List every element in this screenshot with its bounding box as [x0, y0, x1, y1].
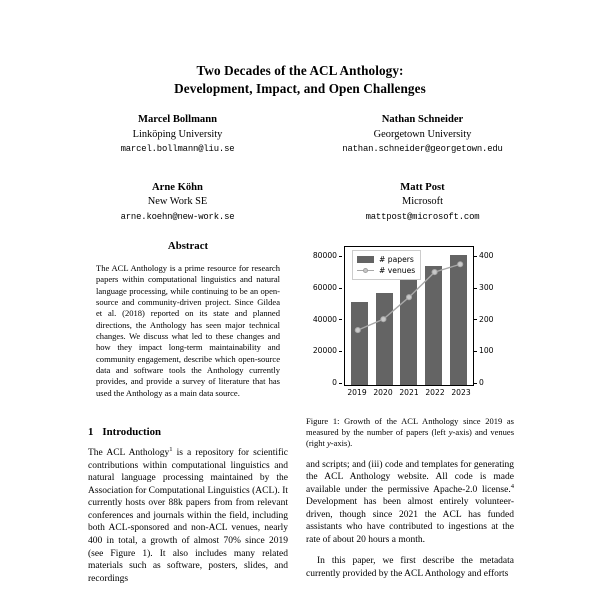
- y-tick-label: 40000: [312, 314, 337, 324]
- section-heading-introduction: [88, 426, 288, 438]
- author-affiliation: Georgetown University: [373, 128, 472, 140]
- right-next-text: In this paper, we first describe the metadata currently provided by the ACL Anthology and efforts: [306, 556, 514, 579]
- legend-entry-papers: [357, 254, 415, 265]
- legend-entry-venues: [357, 265, 415, 276]
- right-column-paragraph-continued: [306, 459, 514, 547]
- abstract-section: [88, 240, 288, 399]
- title-block: [60, 62, 540, 98]
- chart-legend: [352, 250, 421, 280]
- footnote-marker-4[interactable]: 4: [510, 482, 514, 490]
- author-affiliation: New Work SE: [147, 196, 208, 207]
- author-row: [55, 181, 545, 225]
- figure-caption-axis-left: y: [448, 427, 453, 438]
- venues-point-2020: [381, 317, 386, 322]
- right-column: [306, 240, 514, 581]
- y-tick-label: 60000: [312, 282, 337, 292]
- section-number: 1: [88, 426, 94, 439]
- figure-1: [306, 240, 514, 450]
- figure-caption-mid: -axis) and venues (right: [306, 427, 514, 449]
- author-name: Nathan Schneider: [381, 114, 464, 125]
- author-email: arne.koehn@new-work.se: [120, 211, 235, 222]
- left-column: [88, 240, 288, 585]
- y-tick-label: 0: [332, 378, 337, 388]
- figure-caption: [306, 416, 514, 450]
- x-tick-label: 2021: [399, 388, 419, 397]
- right-column-paragraph-next: [306, 555, 514, 580]
- y2-tick-label: 400: [479, 251, 494, 260]
- abstract-heading: Abstract: [167, 240, 209, 252]
- author-name: Marcel Bollmann: [138, 114, 217, 125]
- chart-x-axis: [344, 388, 474, 397]
- line-marker-icon: [357, 267, 374, 274]
- x-tick-label: 2020: [373, 388, 393, 397]
- chart-y-axis-left: [306, 246, 342, 386]
- chart-y-axis-right: [474, 246, 510, 386]
- y-tick-label: 80000: [312, 251, 337, 260]
- author-email: nathan.schneider@georgetown.edu: [342, 144, 503, 154]
- author-entry: [55, 113, 300, 157]
- paper-title-line-2: Development, Impact, and Open Challenges: [174, 81, 426, 96]
- x-tick-label: 2023: [451, 388, 471, 397]
- y2-tick-label: 200: [479, 314, 494, 324]
- author-entry: [55, 181, 300, 225]
- figure-caption-text: Growth of the ACL Anthology since 2019 as measured by the number of papers (left: [306, 416, 514, 438]
- venues-point-2021: [406, 295, 411, 300]
- legend-label: # venues: [379, 266, 416, 275]
- author-row: [55, 113, 545, 157]
- author-name: Arne Köhn: [152, 181, 203, 193]
- y2-tick-label: 100: [479, 346, 494, 356]
- x-tick-label: 2022: [425, 388, 445, 397]
- author-name: Matt Post: [400, 181, 445, 193]
- author-affiliation: Microsoft: [402, 196, 443, 207]
- y-tick-label: 20000: [312, 346, 337, 356]
- right-text-post: Development has been almost entirely volunteer-driven, though since 2021 the ACL has funded assistants who have contributed to ingestions at the rate of about 20 hours a month.: [306, 497, 514, 545]
- page-title: [60, 62, 540, 98]
- figure-caption-label: Figure 1:: [306, 416, 340, 426]
- author-entry: [300, 113, 545, 157]
- intro-text-post: is a repository for scientific contributions within computational linguistics and natural language processing maintained by the Association for Computational Linguistics (ACL). It currently hosts over 88k papers from from relevant conferences and journals within the field, including both ACL-sponsored and non-ACL venues, nearly 400 in total, a growth of almost 70% since 2019 (see Figure 1). It also includes many related materials such as software, posters, slides, and recordings: [88, 448, 289, 584]
- x-tick-label: 2019: [347, 388, 367, 397]
- bar-swatch-icon: [357, 256, 374, 263]
- author-affiliation: Linköping University: [132, 128, 223, 140]
- author-email: mattpost@microsoft.com: [365, 211, 480, 222]
- legend-label: # papers: [379, 255, 414, 264]
- venues-point-2019: [355, 328, 360, 333]
- footnote-marker-1[interactable]: 1: [169, 445, 173, 453]
- paper-title-line-1: Two Decades of the ACL Anthology:: [196, 63, 404, 78]
- author-entry: [300, 181, 545, 225]
- abstract-text: The ACL Anthology is a prime resource for research papers within computational linguistics and natural language processing, while continuing to be an open-source and community-driven project. Since Gildea et al. (2018) reported on its state and planned directions, the Anthology has seen major technical changes. We discuss what led to these changes and how they impact long-term maintainability and community engagement, describe which open-source data and software tools the Anthology currently provides, and provide a survey of literature that has used the Anthology as a main data source.: [96, 263, 280, 398]
- venues-point-2022: [432, 270, 437, 275]
- section-title: Introduction: [102, 426, 162, 439]
- intro-text-pre: The ACL Anthology: [88, 448, 170, 459]
- growth-chart: [306, 240, 514, 412]
- author-block: [55, 113, 545, 224]
- author-email: marcel.bollmann@liu.se: [120, 144, 235, 154]
- y2-tick-label: 300: [479, 282, 494, 292]
- figure-caption-axis-right: y: [327, 438, 331, 449]
- figure-caption-end: -axis).: [330, 438, 353, 449]
- y2-tick-label: 0: [479, 378, 484, 388]
- venues-point-2023: [458, 262, 463, 267]
- intro-paragraph: [88, 447, 288, 585]
- right-text-pre: and scripts; and (iii) code and templates for generating the ACL Anthology website. All code is made available under the permissive Apache-2.0 license.: [306, 459, 514, 495]
